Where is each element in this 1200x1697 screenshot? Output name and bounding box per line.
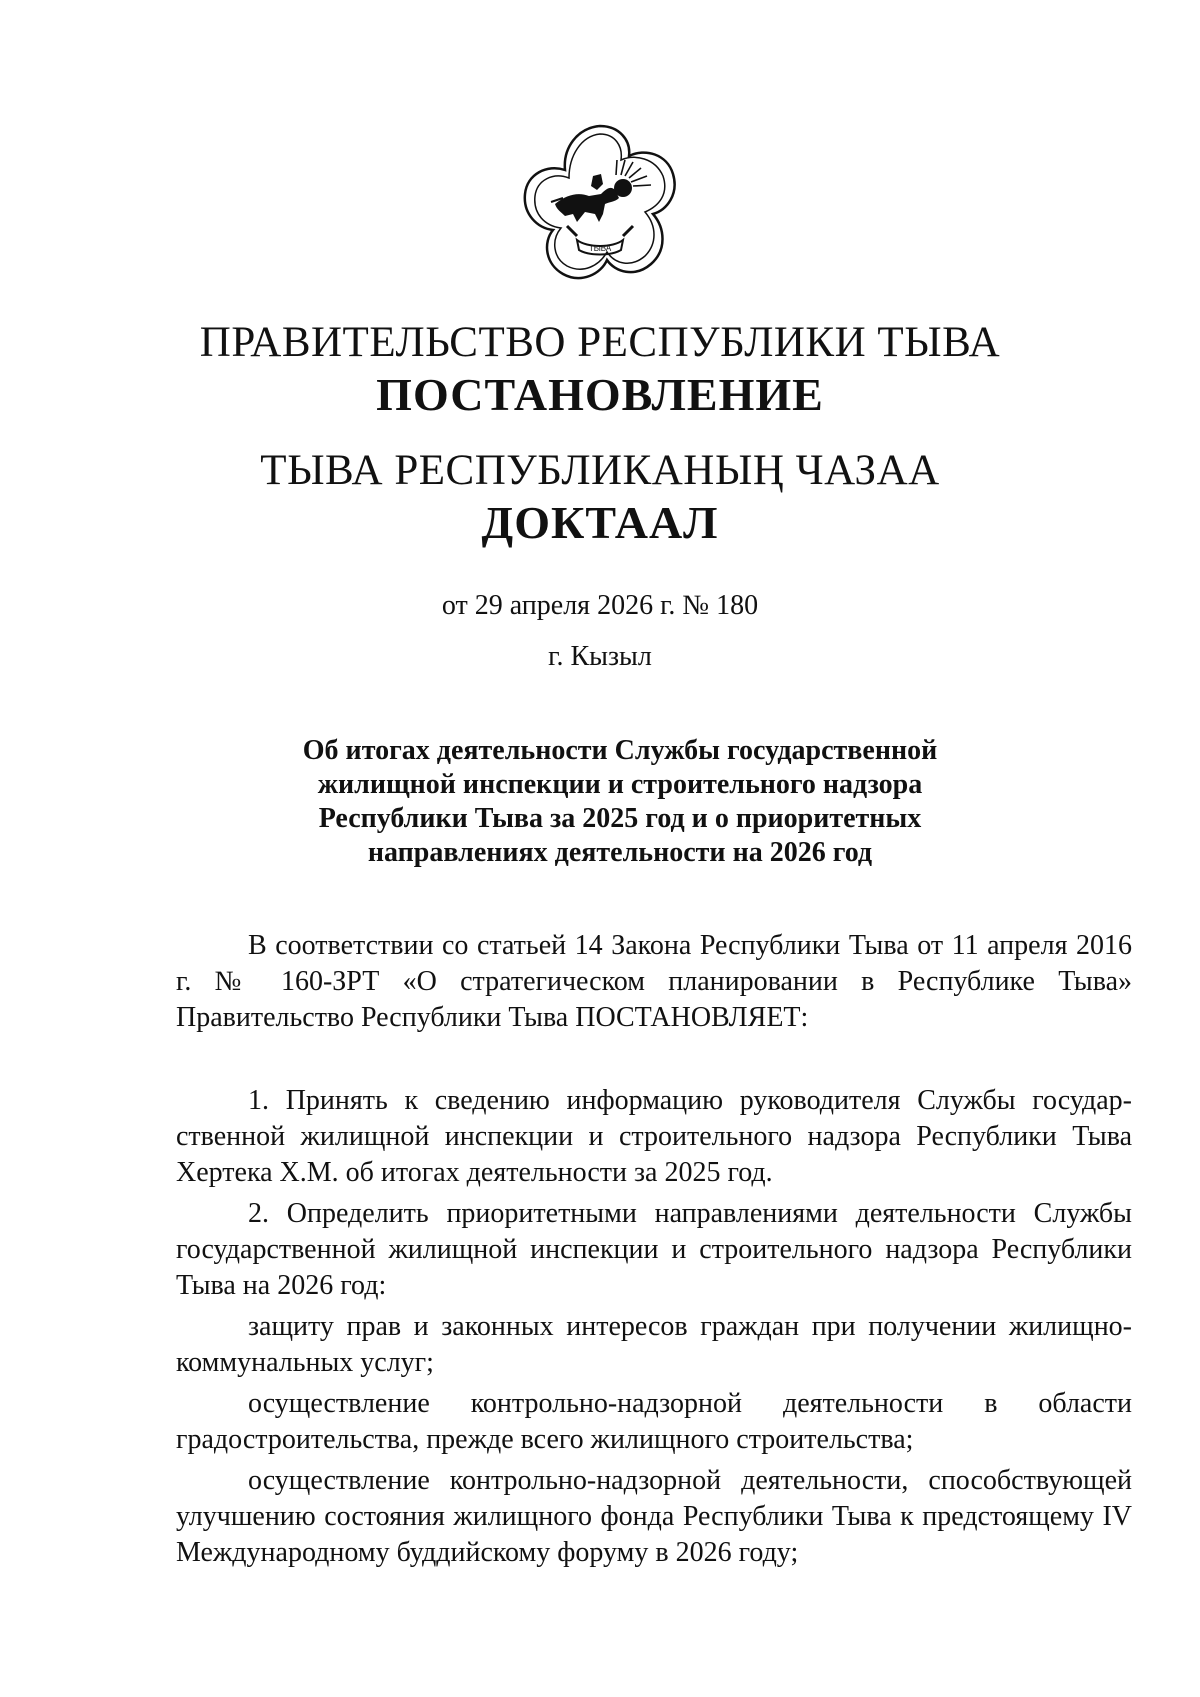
- document-title: [230, 734, 1010, 870]
- paragraph: 2. Определить приоритетными направлениями деятельности Службы государственной жилищной инспекции и строительного надзора Республики Тыва на 2026 год:: [176, 1198, 1132, 1301]
- document-date-number: от 29 апреля 2026 г. № 180: [441, 590, 759, 621]
- title-line: жилищной инспекции и строительного надзора: [317, 769, 923, 800]
- document-type-tv: ДОКТААЛ: [481, 497, 719, 548]
- title-line: Республики Тыва за 2025 год и о приоритетных: [318, 803, 922, 834]
- decree-items: [176, 1083, 1132, 1576]
- preamble-paragraph: В соответствии со статьей 14 Закона Республики Тыва от 11 апреля 2016 г. № 160-ЗРТ «О стратегическом планировании в Республике Тыва» Правительство Республики Тыва ПОСТАНОВЛЯЕТ:: [176, 930, 1132, 1033]
- title-line: Об итогах деятельности Службы государственной: [302, 735, 938, 766]
- document-type-ru: ПОСТАНОВЛЕНИЕ: [376, 369, 824, 420]
- document-city: г. Кызыл: [548, 641, 652, 672]
- preamble: [176, 928, 1132, 1036]
- paragraph: 1. Принять к сведению информацию руководителя Службы государственной жилищной инспекции и строительного надзора Республики Тыва Хертека Х.М. об итогах деятельности за 2025 год.: [176, 1085, 1132, 1188]
- title-line: направлениях деятельности на 2026 год: [367, 837, 873, 868]
- government-name-ru: ПРАВИТЕЛЬСТВО РЕСПУБЛИКИ ТЫВА: [199, 319, 1001, 366]
- emblem-icon: [515, 118, 685, 288]
- paragraph: защиту прав и законных интересов граждан при получении жилищно-коммунальных услуг;: [176, 1311, 1132, 1378]
- paragraph: осуществление контрольно-надзорной деятельности, способствующей улучшению состояния жилищного фонда Республики Тыва к предстоящему IV Международному буддийскому форуму в 2026 году;: [176, 1465, 1132, 1568]
- paragraph: осуществление контрольно-надзорной деятельности в области градостроительства, прежде всего жилищного строительства;: [176, 1388, 1132, 1455]
- government-name-tv: ТЫВА РЕСПУБЛИКАНЫҢ ЧАЗАА: [260, 447, 940, 494]
- emblem-inscription: ТЫВА: [588, 244, 612, 253]
